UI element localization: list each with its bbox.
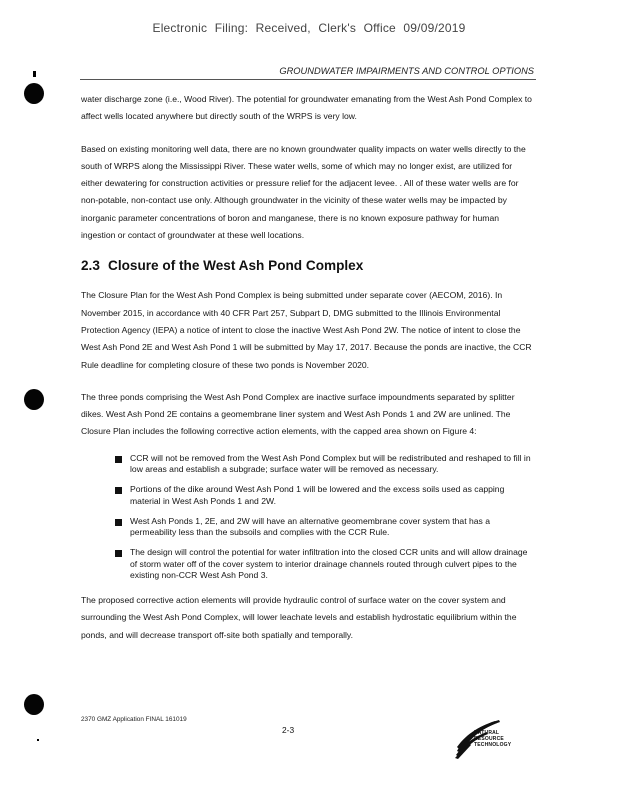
section-title: Closure of the West Ash Pond Complex — [108, 258, 364, 274]
bullet-icon — [115, 456, 122, 463]
page-number: 2-3 — [282, 725, 295, 735]
section-number: 2.3 — [81, 258, 100, 274]
punch-hole — [24, 694, 44, 715]
list-item: CCR will not be removed from the West Ash Pond Complex but will be redistributed and reshaped to fill in low areas and establish a subgrade; surface water will be removed as necessary. — [81, 453, 533, 476]
punch-hole — [24, 389, 44, 410]
bullet-icon — [115, 487, 122, 494]
scan-speck — [37, 739, 39, 741]
punch-hole — [24, 83, 44, 104]
logo-text: NATURAL RESOURCE TECHNOLOGY — [474, 730, 512, 748]
list-item: The design will control the potential for water infiltration into the closed CCR units and will allow drainage of storm water off of the cover system to interior drainage channels routed through culvert pipes to the existing non-CCR West Ash Pond 3. — [81, 547, 533, 582]
list-item: Portions of the dike around West Ash Pond 1 will be lowered and the excess soils used as capping material in West Ash Ponds 1 and 2W. — [81, 484, 533, 507]
corrective-action-list — [81, 453, 533, 582]
page-body — [81, 91, 533, 644]
bullet-icon — [115, 519, 122, 526]
filing-stamp: Electronic Filing: Received, Clerk's Office 09/09/2019 — [152, 21, 466, 35]
paragraph: water discharge zone (i.e., Wood River). The potential for groundwater emanating from the West Ash Pond Complex to affect wells located anywhere but directly south of the WRPS is very low. — [81, 94, 532, 122]
bullet-icon — [115, 550, 122, 557]
paragraph: Based on existing monitoring well data, there are no known groundwater quality impacts on water wells directly to the south of WRPS along the Mississippi River. These water wells, some of which may no longer exist, are utilized for either dewatering for construction activities or pressure relief for the adjacent levee. . All of these water wells are for non-potable, non-contact use only. Although groundwater in the vicinity of these water wells may be impacted by inorganic parameter concentrations of boron and manganese, there is no known exposure pathway for human ingestion or contact of groundwater at these well locations. — [81, 143, 526, 241]
document-id: 2370 GMZ Application FINAL 161019 — [81, 716, 187, 723]
header-rule — [80, 79, 536, 80]
paragraph: The proposed corrective action elements will provide hydraulic control of surface water on the cover system and surrounding the West Ash Pond Complex, will lower leachate levels and establish hydrostatic equilibrium within the ponds, and will decrease transport off-site both spatially and temporally. — [81, 595, 517, 640]
list-item: West Ash Ponds 1, 2E, and 2W will have an alternative geomembrane cover system that has a permeability less than the subsoils and complies with the CCR Rule. — [81, 516, 533, 539]
section-heading — [81, 244, 533, 287]
company-logo — [455, 717, 535, 759]
scan-speck — [33, 71, 36, 77]
paragraph: The Closure Plan for the West Ash Pond Complex is being submitted under separate cover (AECOM, 2016). In November 2015, in accordance with 40 CFR Part 257, Subpart D, DMG submitted to the Illinois Environmental Protection Agency (IEPA) a notice of intent to close the inactive West Ash Pond 2W. The notice of intent to close the West Ash Pond 2E and West Ash Pond 1 will be submitted by May 17, 2017. Because the ponds are inactive, the CCR Rule deadline for completing closure of these two ponds is November 2020. — [81, 290, 532, 370]
running-header: GROUNDWATER IMPAIRMENTS AND CONTROL OPTIONS — [279, 66, 534, 76]
paragraph: The three ponds comprising the West Ash Pond Complex are inactive surface impoundments separated by splitter dikes. West Ash Pond 2E contains a geomembrane liner system and West Ash Ponds 1 and 2W are unlined. The Closure Plan includes the following corrective action elements, with the capped area shown on Figure 4: — [81, 391, 515, 437]
